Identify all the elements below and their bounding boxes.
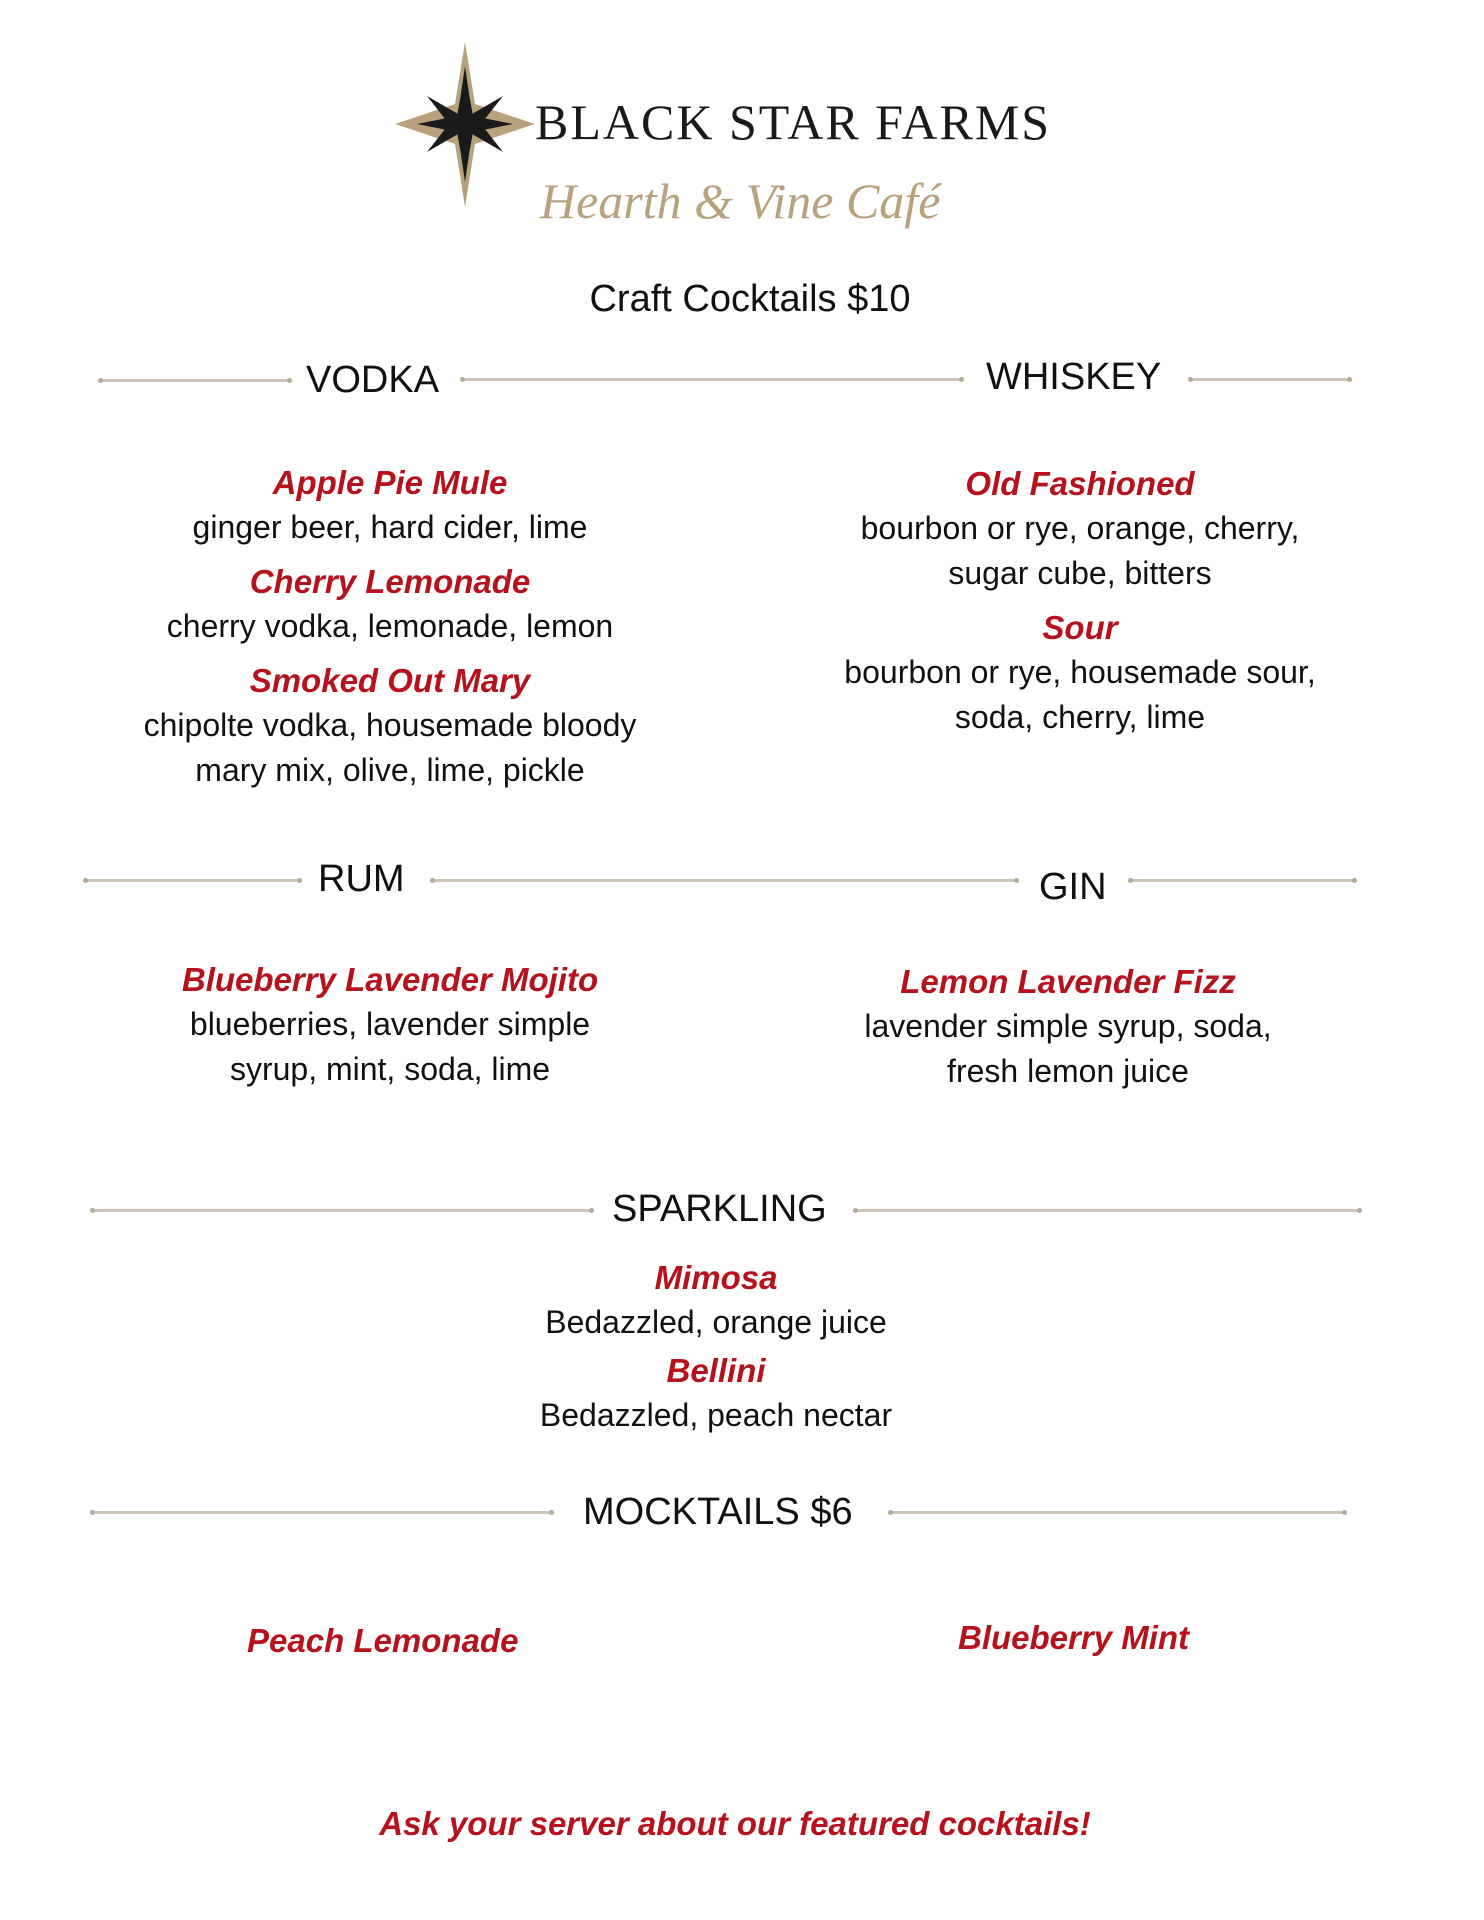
drink-description: cherry vodka, lemonade, lemon xyxy=(166,608,614,644)
drink-description: blueberries, lavender simple syrup, mint, soda, lime xyxy=(189,1006,591,1087)
menu-item xyxy=(780,464,1380,596)
drink-name: Bellini xyxy=(666,1352,766,1389)
drink-name: Smoked Out Mary xyxy=(249,662,531,699)
mocktail-item: Peach Lemonade xyxy=(247,1622,519,1659)
section-heading-sparkling: SPARKLING xyxy=(612,1188,827,1230)
drink-description: ginger beer, hard cider, lime xyxy=(192,509,588,545)
rum-list xyxy=(90,960,690,1104)
drink-name: Lemon Lavender Fizz xyxy=(900,963,1236,1000)
section-heading-mocktails: MOCKTAILS $6 xyxy=(583,1491,853,1533)
divider-rule xyxy=(92,1209,592,1212)
drink-name: Mimosa xyxy=(654,1259,778,1296)
page-title: Craft Cocktails $10 xyxy=(589,278,911,320)
section-heading-whiskey: WHISKEY xyxy=(986,356,1162,398)
divider-rule xyxy=(1130,879,1355,882)
divider-rule xyxy=(462,378,962,381)
whiskey-list xyxy=(780,464,1380,752)
divider-rule xyxy=(85,879,300,882)
sparkling-list xyxy=(416,1258,1016,1450)
divider-rule xyxy=(890,1511,1345,1514)
drink-name: Sour xyxy=(1042,609,1118,646)
drink-name: Old Fashioned xyxy=(965,465,1195,502)
brand-name: BLACK STAR FARMS xyxy=(535,94,1052,150)
menu-item xyxy=(780,608,1380,740)
gin-list xyxy=(768,962,1368,1106)
drink-description: bourbon or rye, housemade sour, soda, cherry, lime xyxy=(844,654,1316,735)
section-heading-gin: GIN xyxy=(1039,866,1107,908)
divider-rule xyxy=(432,879,1017,882)
vodka-list xyxy=(90,463,690,805)
section-heading-rum: RUM xyxy=(318,858,405,900)
menu-item xyxy=(90,661,690,793)
menu-item xyxy=(416,1351,1016,1438)
section-heading-vodka: VODKA xyxy=(306,359,440,401)
divider-rule xyxy=(1190,378,1350,381)
drink-description: lavender simple syrup, soda, fresh lemon juice xyxy=(864,1008,1272,1089)
menu-item xyxy=(416,1258,1016,1345)
footer-note: Ask your server about our featured cocktails! xyxy=(379,1805,1091,1842)
menu-item xyxy=(90,463,690,550)
mocktail-item: Blueberry Mint xyxy=(958,1619,1190,1656)
divider-rule xyxy=(92,1511,552,1514)
drink-name: Apple Pie Mule xyxy=(272,464,508,501)
divider-rule xyxy=(855,1209,1360,1212)
drink-description: Bedazzled, peach nectar xyxy=(539,1397,893,1433)
star-logo-icon xyxy=(395,42,535,207)
drink-description: Bedazzled, orange juice xyxy=(545,1304,887,1340)
menu-item xyxy=(768,962,1368,1094)
drink-description: chipolte vodka, housemade bloody mary mix, olive, lime, pickle xyxy=(143,707,637,788)
drink-name: Cherry Lemonade xyxy=(249,563,531,600)
divider-rule xyxy=(100,379,290,382)
drink-description: bourbon or rye, orange, cherry, sugar cube, bitters xyxy=(860,510,1300,591)
menu-item xyxy=(90,960,690,1092)
menu-item xyxy=(90,562,690,649)
cafe-name: Hearth & Vine Café xyxy=(540,173,941,229)
drink-name: Blueberry Lavender Mojito xyxy=(181,961,599,998)
